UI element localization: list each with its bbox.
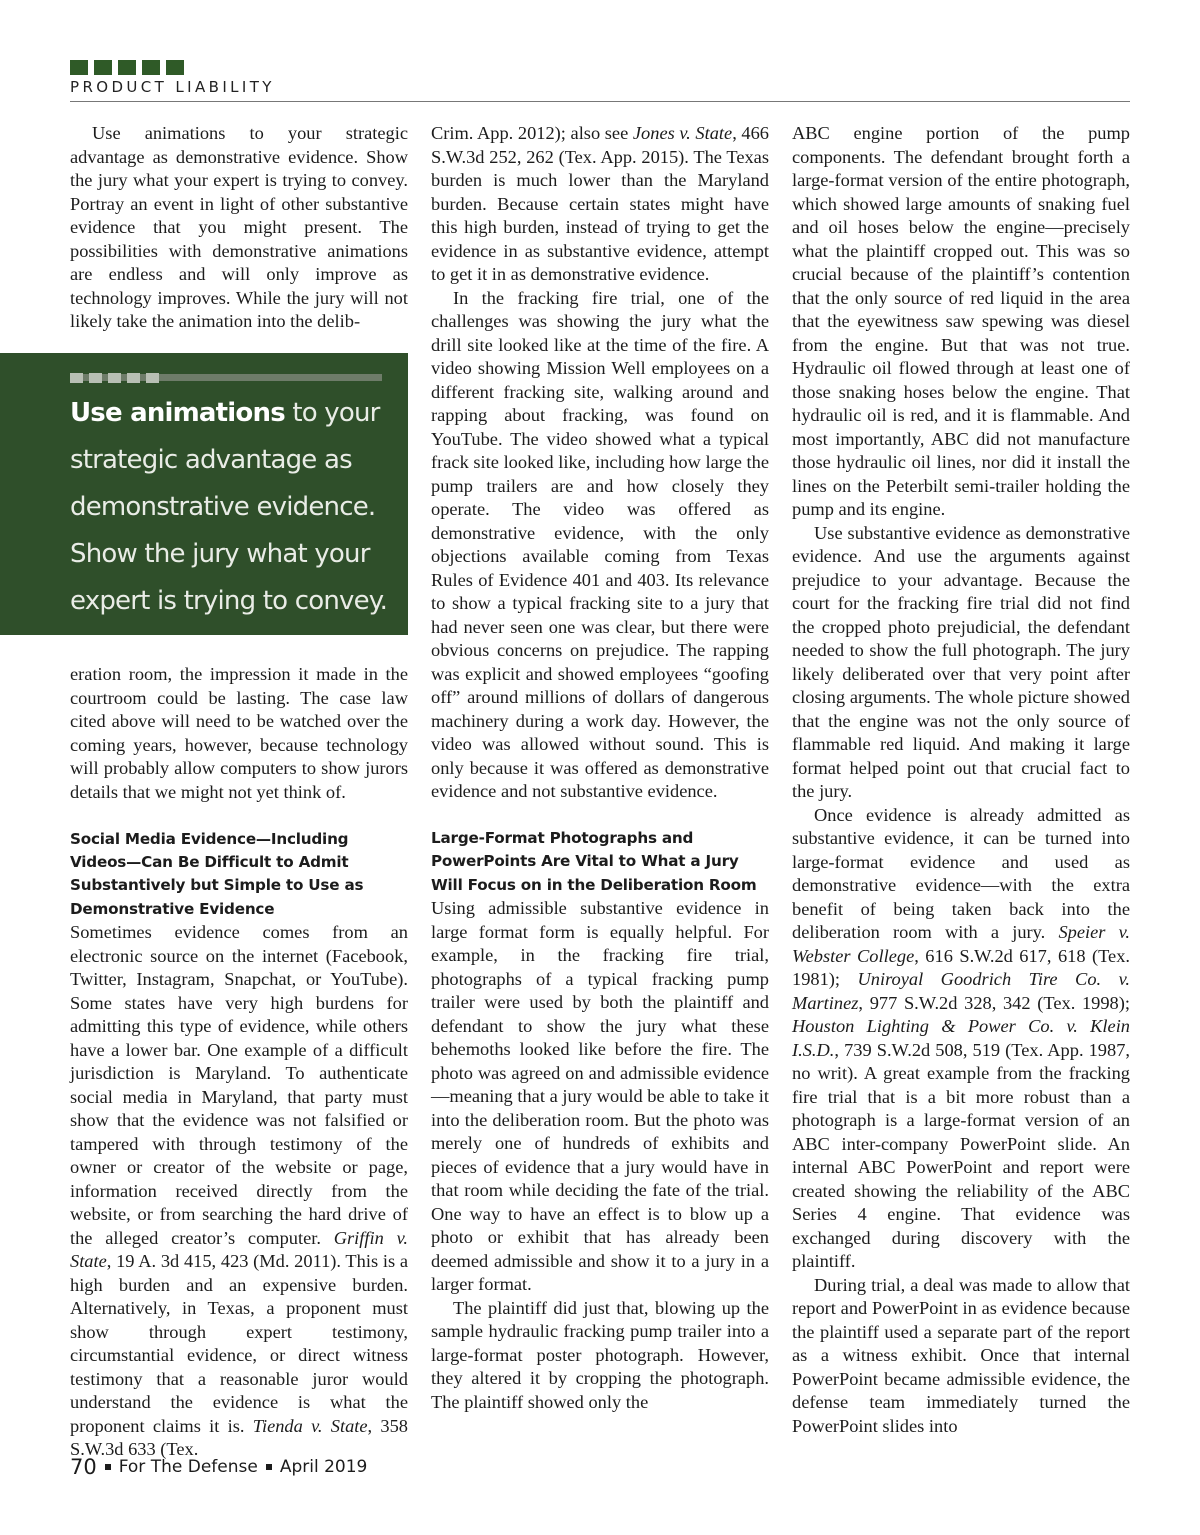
paragraph: In the fracking fire trial, one of the challenges was showing the jury what the drill site looked like at the time of the fire. A video showing Mission Well employees on a different fracking site, walking around and rapping about fracking, was found on YouTube. The video showed what a typical frack site looked like, including how large the pump trailers are and how closely they operate. The video was offered as demonstrative evidence, with the only objections available coming from Texas Rules of Evidence 401 and 403. Its relevance to show a typical fracking site to a jury that had never seen one was clear, but there were obvious concerns on prejudice. The rapping was explicit and showed employees “goofing off” around millions of dollars of dangerous machinery during a work day. However, the video was allowed without sound. This is only because it was offered as demonstrative evidence and not substantive evidence.: [431, 287, 769, 801]
section-heading: Social Media Evidence—Including Videos—Can Be Difficult to Admit Substantively but Simple to Use as Demonstrative Evidence: [70, 829, 364, 918]
column-1-top: [70, 122, 408, 334]
column-3: [792, 122, 1130, 1438]
paragraph: Sometimes evidence comes from an electronic source on the internet (Facebook, Twitter, Instagram, Snapchat, or YouTube). Some states have very high burdens for admitting this type of evidence, while others have a lower bar. One example of a difficult jurisdiction is Maryland. To authenticate social media in Maryland, that party must show that the evidence was not falsified or tampered with through testimony of the owner or creator of the website or page, information received directly from the website, or from searching the hard drive of the alleged creator’s computer. Griffin v. State, 19 A. 3d 415, 423 (Md. 2011). This is a high burden and an expensive burden. Alternatively, in Texas, a proponent must show through expert testimony, circumstantial evidence, or direct witness testimony that a reasonable juror would understand the evidence is what the proponent claims it is. Tienda v. State, 358 S.W.3d 633 (Tex.: [70, 922, 409, 1460]
paragraph: Use substantive evidence as demonstrative evidence. And use the arguments against prejudice to your advantage. Because the court for the fracking fire trial did not find the cropped photo prejudicial, the defendant needed to show the full photograph. The jury likely deliberated over that very point after closing arguments. The whole picture showed that the engine was not the only source of flammable red liquid. And making it large format helped point out that crucial fact to the jury.: [792, 522, 1130, 801]
section-heading: Large-Format Photographs and PowerPoints Are Vital to What a Jury Will Focus on in the Deliberation Room: [431, 829, 757, 894]
paragraph: ABC engine portion of the pump components. The defendant brought forth a large-format version of the entire photograph, which showed large amounts of snaking fuel and oil hoses below the engine—precisely what the plaintiff cropped out. This was so crucial because of the plaintiff’s contention that the only source of red liquid in the area that the eyewitness saw spewing was diesel from the engine. But that was not true. Hydraulic oil flowed through at least one of those snaking hoses below the engine. That hydraulic oil is red, and it is flammable. And most importantly, ABC did not manufacture those hydraulic oil lines, nor did it install the lines on the Peterbilt semi-trailer holding the pump and its engine.: [792, 123, 1130, 519]
paragraph: Crim. App. 2012); also see Jones v. State, 466 S.W.3d 252, 262 (Tex. App. 2015). The Texas burden is much lower than the Maryland burden. Because certain states might have this high burden, instead of trying to get the evidence in as substantive evidence, attempt to get it in as demonstrative evidence.: [431, 123, 769, 284]
pull-quote-rest: to your strategic advantage as demonstrative evidence. Show the jury what your expert is trying to convey.: [70, 398, 388, 616]
paragraph: Use animations to your strategic advantage as demonstrative evidence. Show the jury what your expert is trying to convey. Portray an event in light of other substantive evidence that you might present. The possibilities with demonstrative animations are endless and will only improve as technology improves. While the jury will not likely take the animation into the delib-: [70, 123, 408, 331]
issue-date: April 2019: [279, 1457, 368, 1477]
pull-quote-squares: [70, 373, 159, 383]
footer-bullet: [266, 1464, 272, 1470]
column-2: [431, 122, 769, 1414]
pull-quote-text: [70, 390, 400, 625]
publication-name: For The Defense: [118, 1457, 258, 1477]
page-number: 70: [70, 1455, 97, 1479]
pull-quote-bold: Use animations: [70, 398, 285, 428]
column-1-bottom: [70, 663, 408, 1462]
paragraph: eration room, the impression it made in the courtroom could be lasting. The case law cited above will need to be watched over the coming years, however, because technology will probably allow computers to show jurors details that we might not yet think of.: [70, 664, 408, 802]
header-decoration-squares: [70, 60, 184, 76]
header-rule: [70, 101, 1130, 102]
paragraph: Once evidence is already admitted as substantive evidence, it can be turned into large-format evidence and used as demonstrative evidence—with the extra benefit of being taken back into the deliberation room with a jury. Speier v. Webster College, 616 S.W.2d 617, 618 (Tex. 1981); Uniroyal Goodrich Tire Co. v. Martinez, 977 S.W.2d 328, 342 (Tex. 1998); Houston Lighting & Power Co. v. Klein I.S.D., 739 S.W.2d 508, 519 (Tex. App. 1987, no writ). A great example from the fracking fire trial that is a bit more robust than a photograph is a large-format version of an ABC inter-company PowerPoint slide. An internal ABC PowerPoint and report were created showing the reliability of the ABC Series 4 engine. That evidence was exchanged during discovery with the plaintiff.: [792, 804, 1131, 1271]
paragraph: During trial, a deal was made to allow that report and PowerPoint in as evidence because the plaintiff used a separate part of the report as a witness exhibit. Once that internal PowerPoint became admissible evidence, the defense team immediately turned the PowerPoint slides into: [792, 1274, 1130, 1436]
footer-bullet: [105, 1464, 111, 1470]
paragraph: The plaintiff did just that, blowing up the sample hydraulic fracking pump trailer into a large-format poster photograph. However, they altered it by cropping the photograph. The plaintiff showed only the: [431, 1297, 769, 1412]
page-footer: [70, 1455, 367, 1479]
section-label: PRODUCT LIABILITY: [70, 78, 275, 96]
paragraph: Using admissible substantive evidence in large format form is equally helpful. For example, in the fracking fire trial, photographs of a typical fracking pump trailer were used by both the plaintiff and defendant to show the jury what these behemoths looked like before the fire. The photo was agreed on and admissible evidence—meaning that a jury would be able to take it into the deliberation room. But the photo was merely one of hundreds of exhibits and pieces of evidence that a jury would have in that room while deciding the fate of the trial. One way to have an effect is to blow up a photo or exhibit that has already been deemed admissible and show it to a jury in a larger format.: [431, 898, 769, 1295]
